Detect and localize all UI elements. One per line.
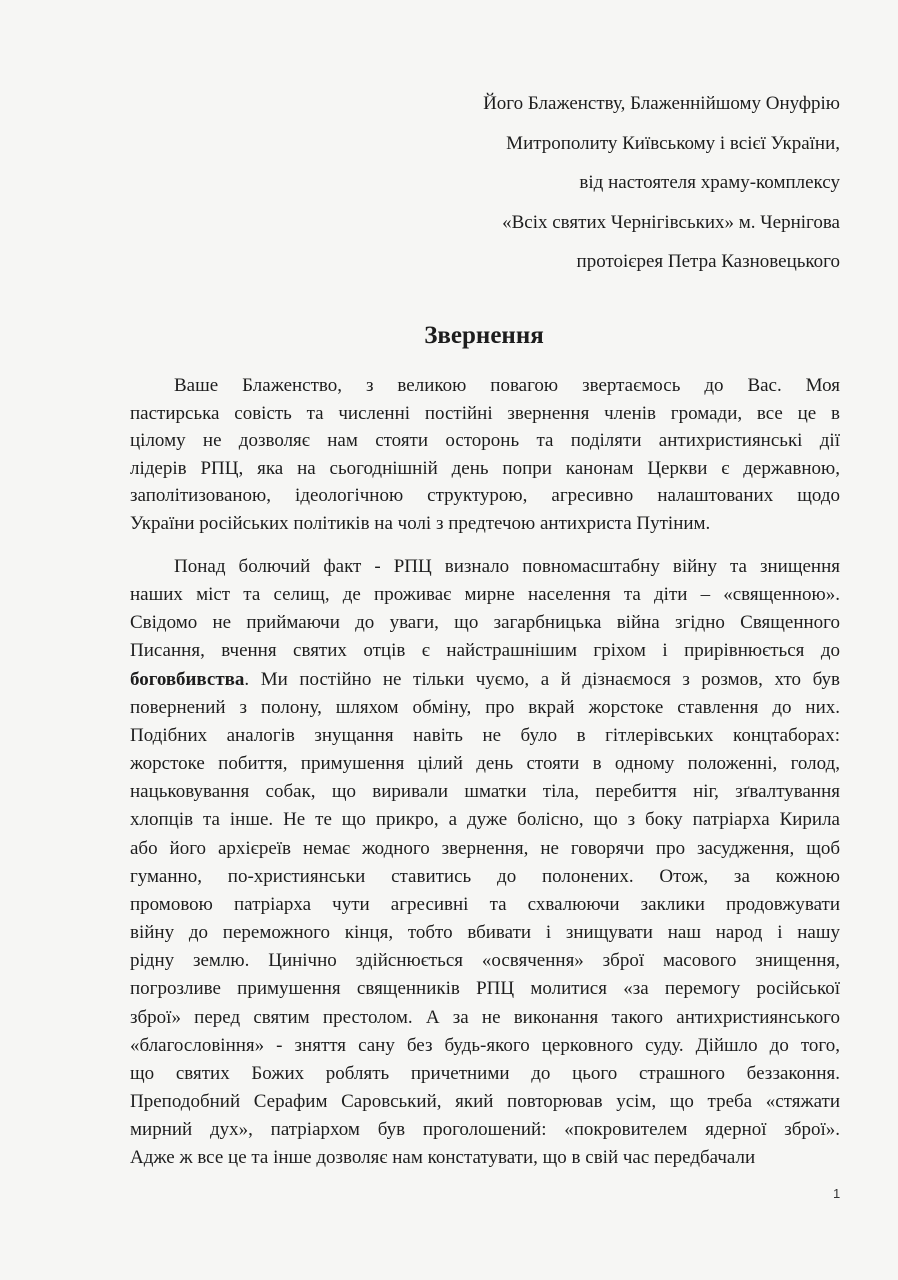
text-line: війну до переможного кінця, тобто вбивати і знищувати наш народ і нашу	[130, 922, 840, 944]
page-number: 1	[833, 1186, 841, 1201]
addressee-line: від настоятеля храму-комплексу	[579, 172, 840, 193]
addressee-line: Митрополиту Київському і всієї України,	[506, 132, 840, 154]
bold-word: боговбивства	[130, 668, 245, 690]
text-line: зброї» перед святим престолом. А за не виконання такого антихристиянського	[130, 1006, 840, 1028]
addressee-line: протоієрея Петра Казновецького	[576, 251, 840, 272]
text-line: Писання, вчення святих отців є найстрашнішим гріхом і прирівнюється до	[130, 640, 840, 662]
text-segment: . Ми постійно не тільки чуємо, а й дізнаємося з розмов, хто був	[244, 668, 840, 690]
text-line: нацьковування собак, що виривали шматки тіла, перебиття ніг, зґвалтування	[130, 781, 840, 803]
text-line: Преподобний Серафим Саровський, який повторював усім, що треба «стяжати	[130, 1090, 840, 1112]
text-line: жорстоке побиття, примушення цілий день стояти в одному положенні, голод,	[130, 753, 840, 775]
addressee-line: Його Блаженству, Блаженнійшому Онуфрію	[483, 93, 840, 114]
text-line: «благословіння» - зняття сану без будь-якого церковного суду. Дійшло до того,	[130, 1034, 840, 1056]
text-line: заполітизованою, ідеологічною структурою, агресивно налаштованих щодо	[130, 485, 840, 506]
text-line: промовою патріарха чути агресивні та схвалюючи заклики продовжувати	[130, 893, 840, 915]
text-line: мирний дух», патріархом був проголошений: «покровителем ядерної зброї».	[130, 1119, 840, 1141]
text-line	[130, 666, 840, 694]
text-line: гуманно, по-християнськи ставитись до полонених. Отож, за кожною	[130, 865, 840, 887]
text-line: пастирська совість та численні постійні звернення членів громади, все це в	[130, 402, 840, 424]
text-line: Подібних аналогів знущання навіть не було в гітлерівських концтаборах:	[130, 724, 840, 746]
text-line: хлопців та інше. Не те що прикро, а дуже болісно, що з боку патріарха Кирила	[130, 809, 840, 831]
text-line: Свідомо не приймаючи до уваги, що загарбницька війна згідно Священного	[130, 612, 840, 634]
text-line: цілому не дозволяє нам стояти осторонь та поділяти антихристиянські дії	[130, 430, 840, 451]
text-line: рідну землю. Цинічно здійснюється «освячення» зброї масового знищення,	[130, 950, 840, 972]
text-line: Адже ж все це та інше дозволяє нам констатувати, що в свій час передбачали	[130, 1147, 756, 1169]
text-line: Ваше Блаженство, з великою повагою звертаємось до Вас. Моя	[174, 375, 840, 396]
addressee-block	[240, 84, 840, 282]
text-line: Понад болючий факт - РПЦ визнало повномасштабну війну та знищення	[174, 556, 840, 577]
paragraph-2	[130, 553, 840, 1172]
text-line: погрозливе примушення священників РПЦ молитися «за перемогу російської	[130, 978, 840, 1000]
text-line: або його архієреїв немає жодного звернення, не говорячи про засудження, щоб	[130, 837, 840, 859]
paragraph-1	[130, 372, 840, 537]
text-line: що святих Божих роблять причетними до цього страшного беззаконня.	[130, 1062, 840, 1084]
addressee-line: «Всіх святих Чернігівських» м. Чернігова	[502, 211, 840, 233]
text-line: лідерів РПЦ, яка на сьогоднішній день попри канонам Церкви є державною,	[130, 457, 840, 479]
text-line: України російських політиків на чолі з предтечою антихриста Путіним.	[130, 512, 711, 534]
document-title: Звернення	[424, 322, 544, 349]
text-line: наших міст та селищ, де проживає мирне населення та діти – «священною».	[130, 584, 840, 606]
text-line: повернений з полону, шляхом обміну, про вкрай жорстоке ставлення до них.	[130, 696, 840, 718]
